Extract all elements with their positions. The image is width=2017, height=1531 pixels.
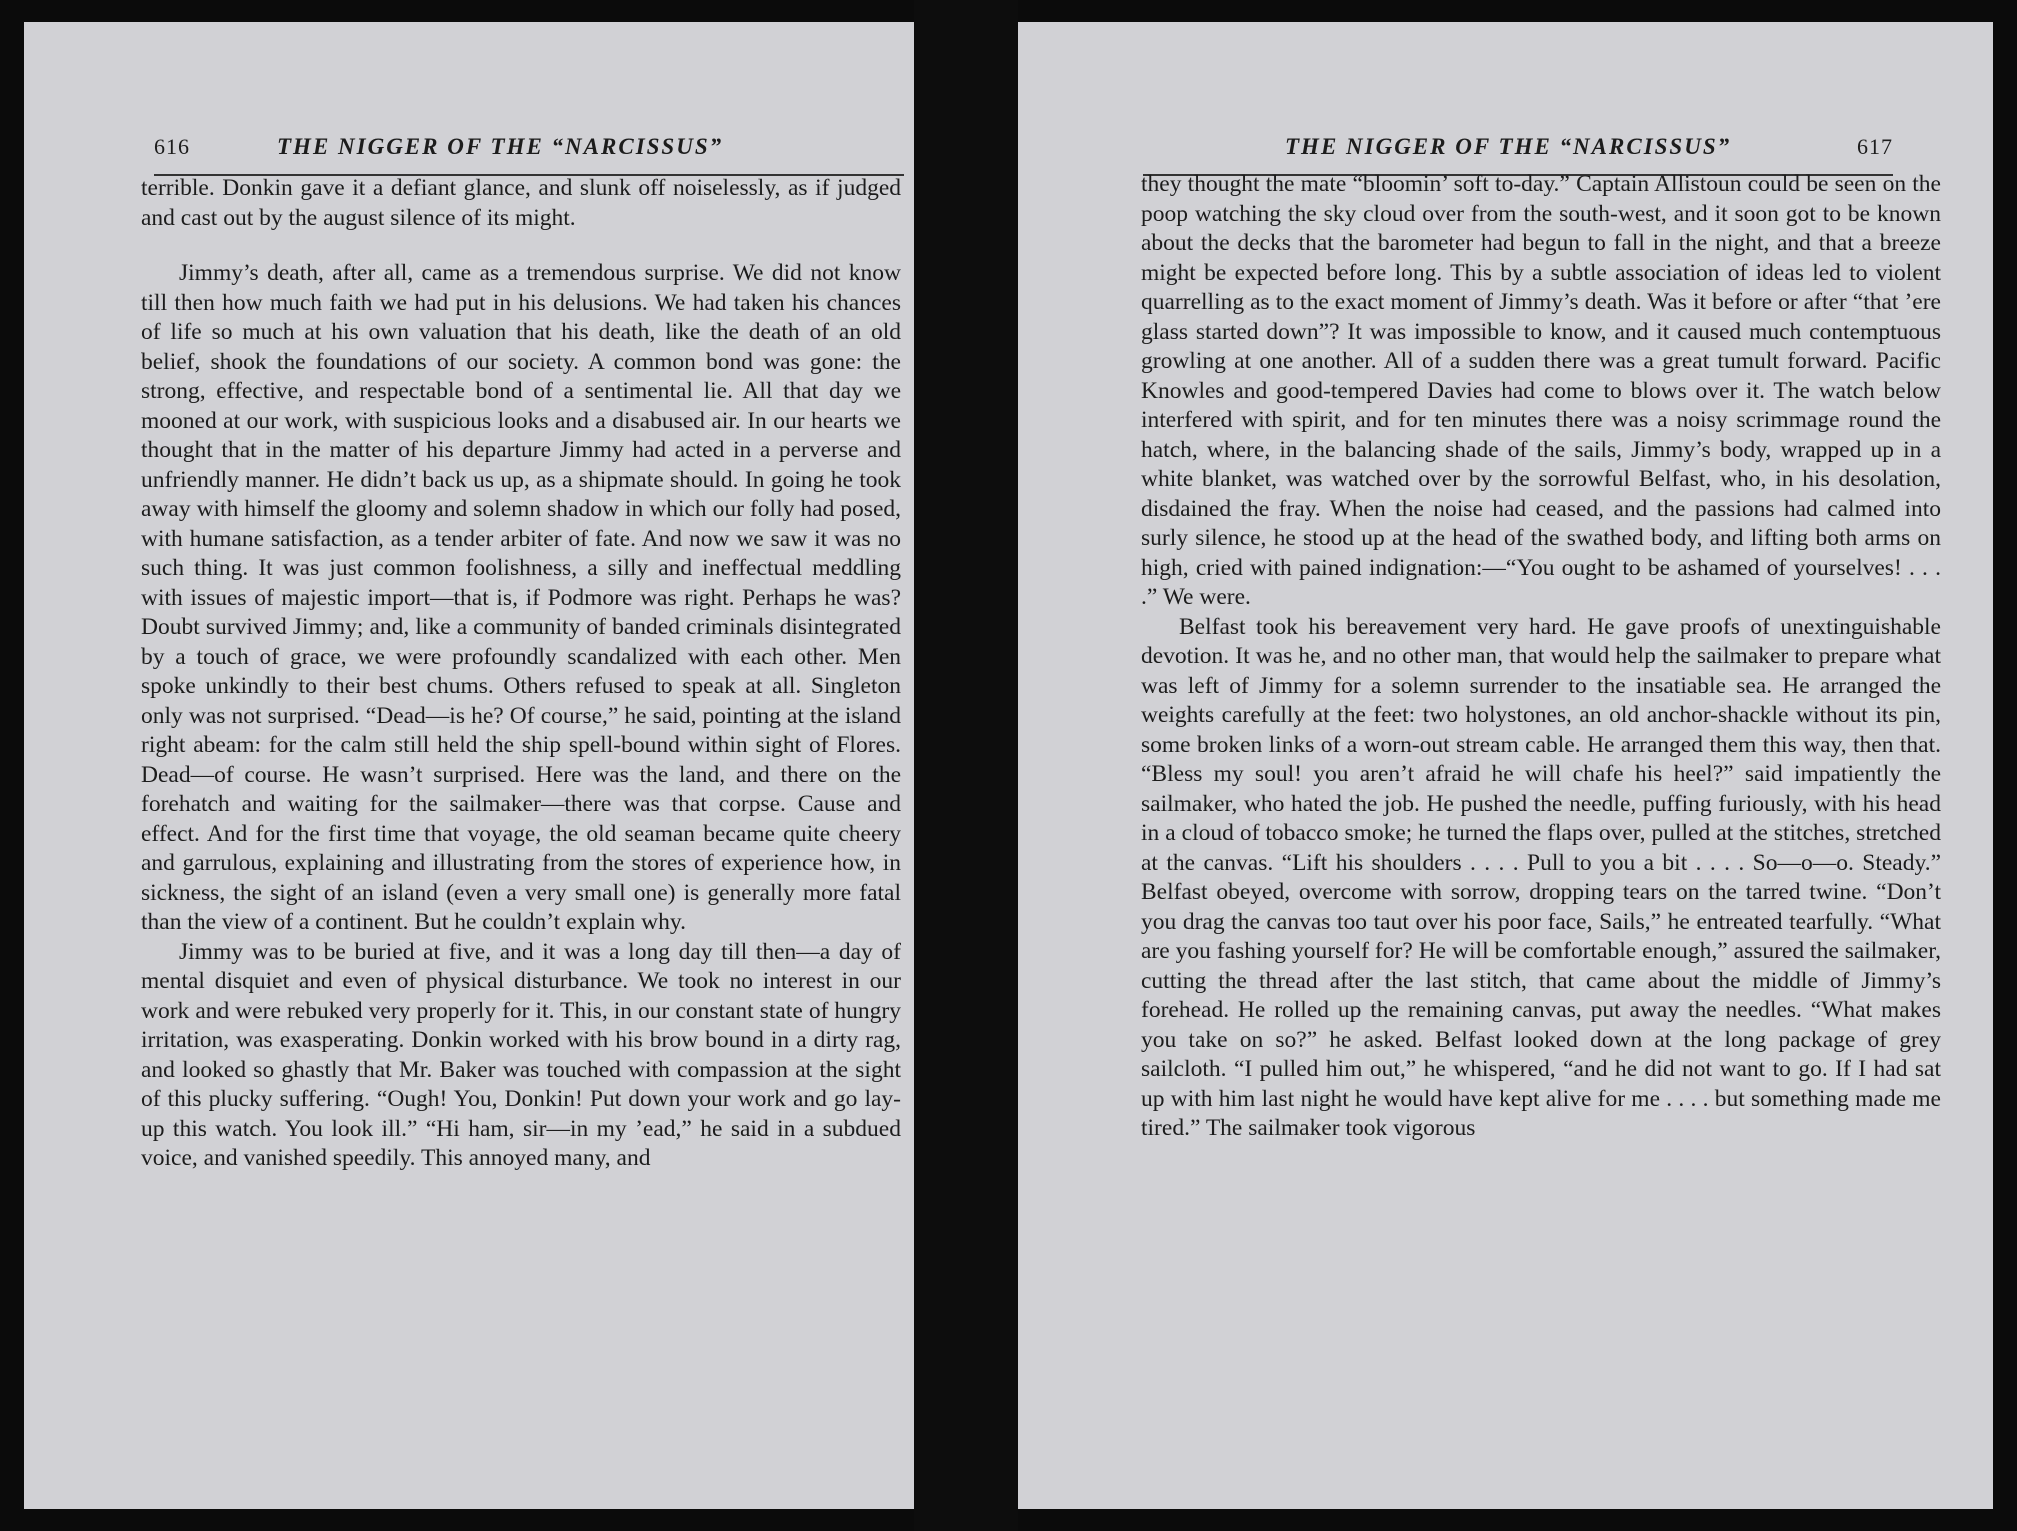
page-body [141, 174, 901, 1174]
running-title: THE NIGGER OF THE “NARCISSUS” [277, 134, 724, 159]
running-head [1143, 130, 1893, 170]
book-gutter [914, 0, 1018, 1531]
page-body [1141, 170, 1941, 1144]
running-head [154, 130, 904, 170]
paragraph: Jimmy’s death, after all, came as a tremendous surprise. We did not know till then how much faith we had put in his delusions. We had taken his chances of life so much at his own valuation that his death, like the death of an old belief, shook the foundations of our society. A common bond was gone: the strong, effective, and respectable bond of a sentimental lie. All that day we mooned at our work, with suspicious looks and a disabused air. In our hearts we thought that in the matter of his departure Jimmy had acted in a perverse and unfriendly manner. He didn’t back us up, as a shipmate should. In going he took away with himself the gloomy and solemn shadow in which our folly had posed, with humane satisfaction, as a tender arbiter of fate. And now we saw it was no such thing. It was just common foolishness, a silly and ineffectual meddling with issues of majestic import—that is, if Podmore was right. Perhaps he was? Doubt survived Jimmy; and, like a community of banded criminals disintegrated by a touch of grace, we were profoundly scandalized with each other. Men spoke unkindly to their best chums. Others refused to speak at all. Singleton only was not surprised. “Dead—is he? Of course,” he said, pointing at the island right abeam: for the calm still held the ship spell-bound within sight of Flores. Dead—of course. He wasn’t surprised. Here was the land, and there on the forehatch and waiting for the sailmaker—there was that corpse. Cause and effect. And for the first time that voyage, the old seaman became quite cheery and garrulous, explaining and illustrating from the stores of experience how, in sickness, the sight of an island (even a very small one) is generally more fatal than the view of a continent. But he couldn’t explain why. [141, 260, 901, 935]
page-number: 616 [154, 134, 190, 159]
paragraph: terrible. Donkin gave it a defiant glance, and slunk off noiselessly, as if judged and cast out by the august silence of its might. [141, 175, 901, 231]
paragraph: Belfast took his bereavement very hard. He gave proofs of unextinguishable devotion. It was he, and no other man, that would help the sailmaker to prepare what was left of Jimmy for a solemn surrender to the insatiable sea. He arranged the weights carefully at the feet: two holystones, an old anchor-shackle without its pin, some broken links of a worn-out stream cable. He arranged them this way, then that. “Bless my soul! you aren’t afraid he will chafe his heel?” said impatiently the sailmaker, who hated the job. He pushed the needle, puffing furiously, with his head in a cloud of tobacco smoke; he turned the flaps over, pulled at the stitches, stretched at the canvas. “Lift his shoulders . . . . Pull to you a bit . . . . So—o—o. Steady.” Belfast obeyed, overcome with sorrow, dropping tears on the tarred twine. “Don’t you drag the canvas too taut over his poor face, Sails,” he entreated tearfully. “What are you fashing yourself for? He will be comfortable enough,” assured the sailmaker, cutting the thread after the last stitch, that came about the middle of Jimmy’s forehead. He rolled up the remaining canvas, put away the needles. “What makes you take on so?” he asked. Belfast looked down at the long package of grey sailcloth. “I pulled him out,” he whispered, “and he did not want to go. If I had sat up with him last night he would have kept alive for me . . . . but something made me tired.” The sailmaker took vigorous [1141, 613, 1941, 1141]
right-page [1018, 22, 1993, 1509]
paragraph: they thought the mate “bloomin’ soft to-day.” Captain Allistoun could be seen on the poop watching the sky cloud over from the south-west, and it soon got to be known about the decks that the barometer had begun to fall in the night, and that a breeze might be expected before long. This by a subtle association of ideas led to violent quarrelling as to the exact moment of Jimmy’s death. Was it before or after “that ’ere glass started down”? It was impossible to know, and it caused much contemptuous growling at one another. All of a sudden there was a great tumult forward. Pacific Knowles and good-tempered Davies had come to blows over it. The watch below interfered with spirit, and for ten minutes there was a noisy scrimmage round the hatch, where, in the balancing shade of the sails, Jimmy’s body, wrapped up in a white blanket, was watched over by the sorrowful Belfast, who, in his desolation, disdained the fray. When the noise had ceased, and the passions had calmed into surly silence, he stood up at the head of the swathed body, and lifting both arms on high, cried with pained indignation:—“You ought to be ashamed of yourselves! . . . .” We were. [1141, 171, 1941, 610]
paragraph: Jimmy was to be buried at five, and it was a long day till then—a day of mental disquiet and even of physical disturbance. We took no interest in our work and were rebuked very properly for it. This, in our constant state of hungry irritation, was exasperating. Donkin worked with his brow bound in a dirty rag, and looked so ghastly that Mr. Baker was touched with compassion at the sight of this plucky suffering. “Ough! You, Donkin! Put down your work and go lay-up this watch. You look ill.” “Hi ham, sir—in my ’ead,” he said in a subdued voice, and vanished speedily. This annoyed many, and [141, 938, 901, 1171]
running-title: THE NIGGER OF THE “NARCISSUS” [1285, 134, 1732, 159]
left-page [24, 22, 914, 1509]
page-number: 617 [1857, 134, 1893, 159]
